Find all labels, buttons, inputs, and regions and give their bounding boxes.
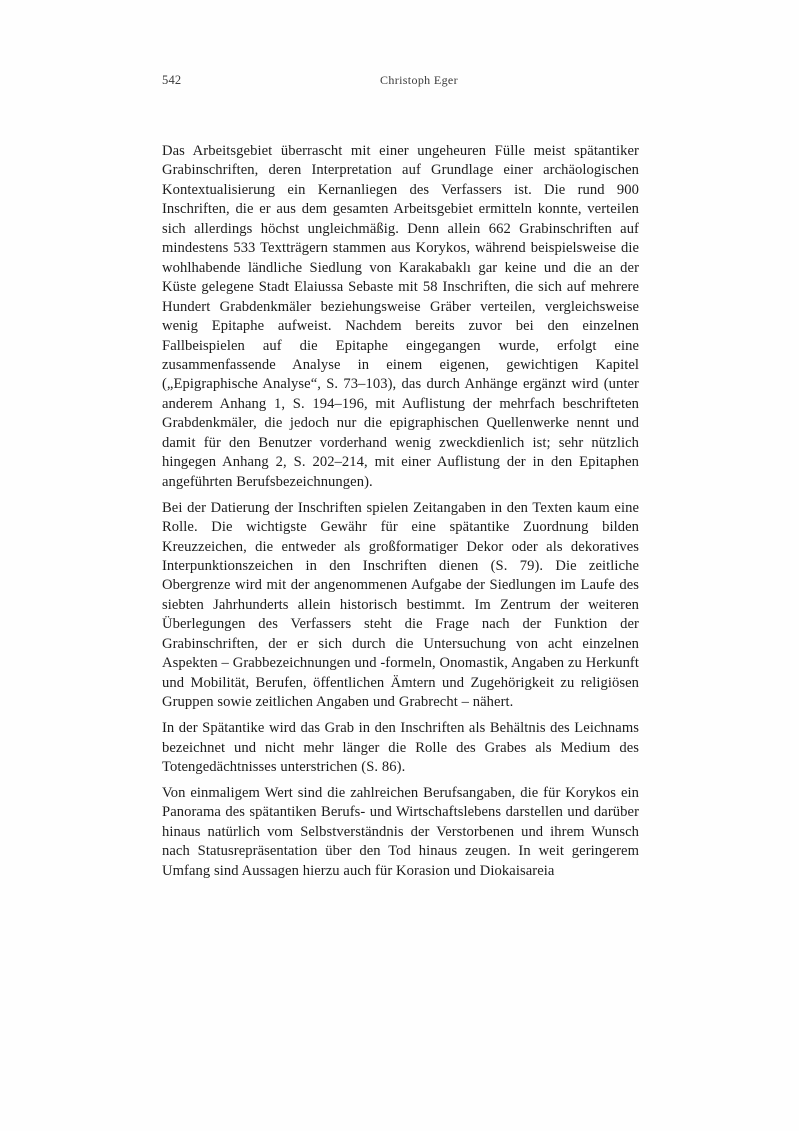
- paragraph: Von einmaligem Wert sind die zahlreichen Berufsangaben, die für Korykos ein Panorama des spätantiken Berufs- und Wirtschaftslebens darstellen und darüber hinaus natürlich vom Selbstverständnis der Verstorbenen und ihrem Wunsch nach Statusrepräsentation über den Tod hinaus zeugen. In weit geringerem Umfang sind Aussagen hierzu auch für Korasion und Diokaisareia: [162, 785, 639, 879]
- paragraph: Bei der Datierung der Inschriften spielen Zeitangaben in den Texten kaum eine Rolle. Die wichtigste Gewähr für eine spätantike Zuordnung bilden Kreuzzeichen, die entweder als großformatiger Dekor oder als dekoratives Interpunktionszeichen in den Inschriften dienen (S. 79). Die zeitliche Obergrenze wird mit der angenommenen Aufgabe der Siedlungen im Laufe des siebten Jahrhunderts allein historisch bestimmt. Im Zentrum der weiteren Überlegungen des Verfassers steht die Frage nach der Funktion der Grabinschriften, der er sich durch die Untersuchung von acht einzelnen Aspekten – Grabbezeichnungen und -formeln, Onomastik, Angaben zu Herkunft und Mobilität, Berufen, öffentlichen Ämtern und Zugehörigkeit zu religiösen Gruppen sowie zeitlichen Angaben und Grabrecht – nähert.: [162, 499, 639, 711]
- page-number: 542: [162, 73, 182, 87]
- paragraph: Das Arbeitsgebiet überrascht mit einer ungeheuren Fülle meist spätantiker Grabinschriften, deren Interpretation auf Grundlage einer archäologischen Kontextualisierung ein Kernanliegen des Verfassers ist. Die rund 900 Inschriften, die er aus dem gesamten Arbeitsgebiet ermitteln konnte, verteilen sich allerdings höchst ungleichmäßig. Denn allein 662 Grabinschriften auf mindestens 533 Textträgern stammen aus Korykos, während beispielsweise die wohlhabende ländliche Siedlung von Karakabaklı gar keine und die an der Küste gelegene Stadt Elaiussa Sebaste mit 58 Inschriften, die sich auf mehrere Hundert Grabdenkmäler beziehungsweise Gräber verteilen, vergleichsweise wenig Epitaphe aufweist. Nachdem bereits zuvor bei den einzelnen Fallbeispielen auf die Epitaphe eingegangen wurde, erfolgt eine zusammenfassende Analyse in einem eigenen, gewichtigen Kapitel („Epigraphische Analyse“, S. 73–103), das durch Anhänge ergänzt wird (unter anderem Anhang 1, S. 194–196, mit Auflistung der mehrfach beschrifteten Grabdenkmäler, die jedoch nur die epigraphischen Quellenwerke nennt und damit für den Benutzer vorderhand wenig zweckdienlich ist; sehr nützlich hingegen Anhang 2, S. 202–214, mit einer Auflistung der in den Epitaphen angeführten Berufsbezeichnungen).: [162, 143, 639, 490]
- running-head: [162, 71, 638, 89]
- body-text-block: [162, 142, 639, 881]
- paragraph: In der Spätantike wird das Grab in den Inschriften als Behältnis des Leichnams bezeichnet und nicht mehr länger die Rolle des Grabes als Medium des Totengedächtnisses unterstrichen (S. 86).: [162, 720, 639, 776]
- running-head-title: Christoph Eger: [380, 73, 458, 87]
